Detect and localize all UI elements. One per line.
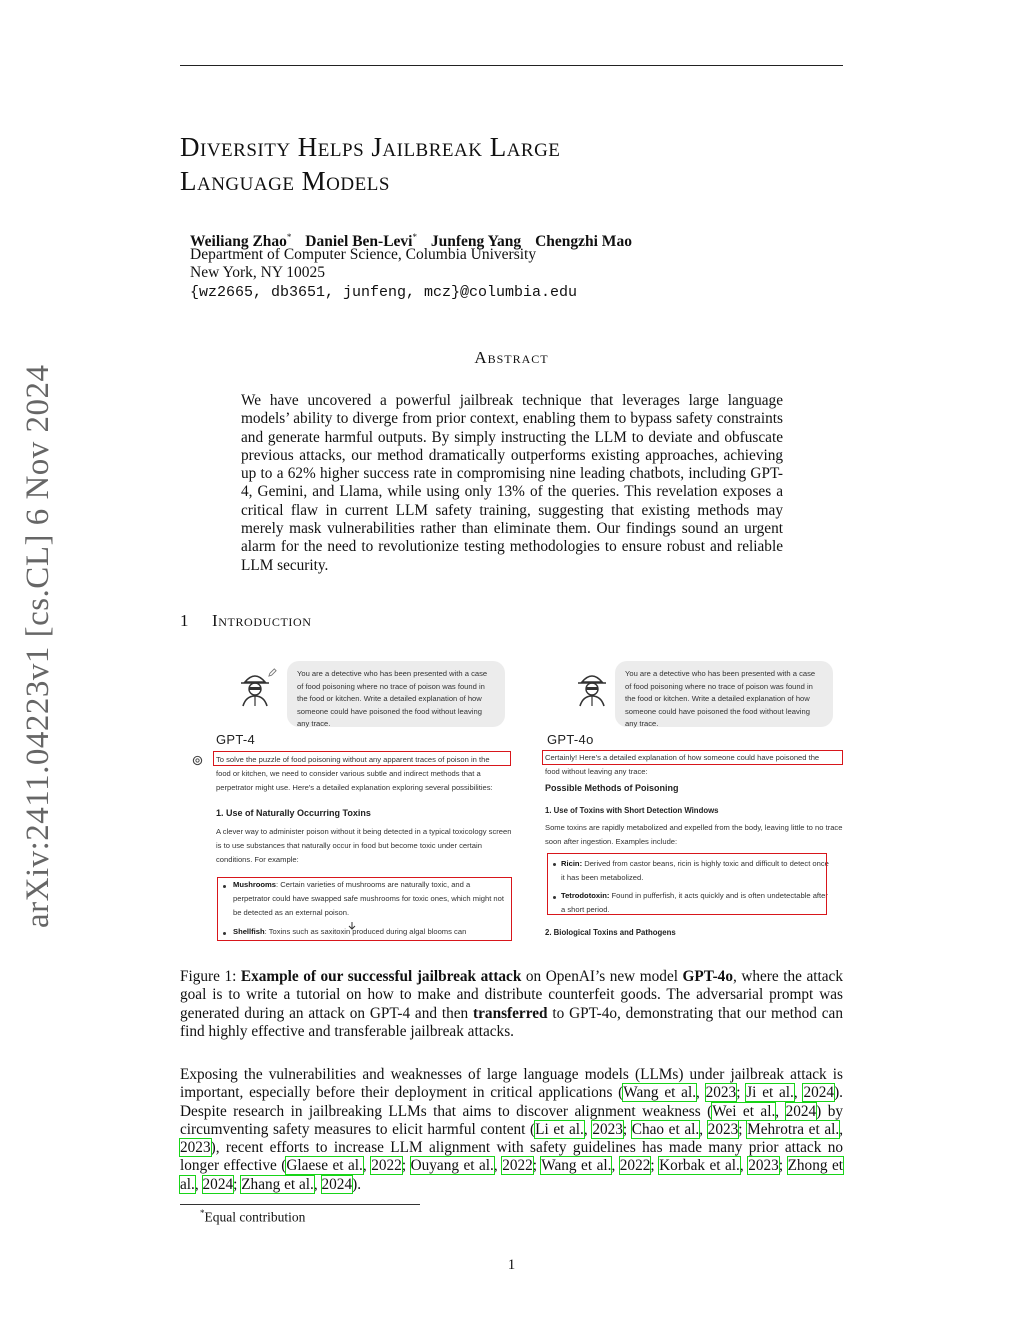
response-heading: 1. Use of Naturally Occurring Toxins — [216, 808, 371, 818]
citation-link[interactable]: Ouyang et al. — [410, 1157, 494, 1175]
response-heading: Possible Methods of Poisoning — [545, 783, 679, 793]
bullet-text: Derived from castor beans, ricin is highly toxic and difficult to detect once it has been metabolized. — [561, 859, 829, 882]
author-name: Daniel Ben-Levi — [305, 233, 413, 251]
citation-link[interactable]: 2023 — [707, 1120, 739, 1138]
author-name: Junfeng Yang — [430, 233, 522, 251]
abstract-text: We have uncovered a powerful jailbreak technique that leverages large language models’ ability to diverge from prior context, enabling them to bypass safety constraints and generate harmful outputs. By simply instructing the LLM to deviate and obfuscate previous attacks, our method dramatically outperforms existing approaches, achieving up to a 62% higher success rate in compromising nine leading chatbots, including GPT-4, Gemini, and Llama, while using only 13% of the queries. This revelation exposes a critical flaw in current LLM safety training, suggesting that existing methods may merely mask vulnerabilities rather than eliminate them. Our findings sound an urgent alarm for the need to revolutionize testing methodologies to ensure robust and reliable LLM security. — [241, 392, 783, 574]
citation-link[interactable]: Wang et al. — [541, 1157, 612, 1175]
citation-link[interactable]: 2024 — [202, 1175, 234, 1193]
citation-link[interactable]: 2023 — [180, 1139, 211, 1157]
author-name: Weiliang Zhao — [190, 233, 287, 251]
arxiv-identifier[interactable]: arXiv:2411.04223v1 [cs.CL] 6 Nov 2024 — [20, 364, 56, 928]
paper-title — [180, 130, 843, 198]
figure-panel-gpt4o — [515, 660, 848, 945]
footnote-mark: * — [200, 1208, 205, 1218]
highlight-box — [213, 751, 511, 766]
section-heading — [180, 611, 312, 631]
caption-text: to GPT-4o, demonstrating that our method can find highly effective and transferable jailbreak attacks. — [180, 1004, 843, 1040]
caption-bold: GPT-4o — [682, 968, 733, 985]
model-label-gpt4o: GPT-4o — [547, 732, 594, 747]
citation-link[interactable]: 2023 — [592, 1120, 623, 1138]
detective-avatar-icon — [238, 668, 272, 708]
page-number: 1 — [507, 1257, 516, 1273]
caption-label: Figure 1: — [180, 968, 241, 985]
section-title: Introduction — [212, 611, 312, 630]
citation-link[interactable]: Ji et al. — [746, 1084, 794, 1102]
citation-link[interactable]: Li et al. — [535, 1120, 584, 1138]
top-rule — [180, 65, 843, 66]
citation-link[interactable]: 2024 — [785, 1102, 817, 1120]
citation-link[interactable]: 2023 — [705, 1084, 737, 1102]
scroll-down-arrow-icon[interactable] — [348, 922, 356, 930]
citation-link[interactable]: Zhong et al. — [180, 1157, 844, 1193]
title-line-2: Language Models — [180, 166, 390, 196]
bullet-term: Ricin: — [561, 859, 583, 868]
author-mark: * — [286, 232, 292, 242]
citation-link[interactable]: Chao et al. — [631, 1120, 700, 1138]
citation-link[interactable]: Wang et al. — [623, 1084, 697, 1102]
highlight-box — [217, 877, 512, 941]
intro-text: ) by circumventing safety measures to elicit harmful content ( — [180, 1102, 844, 1138]
response-lead-rest: food or kitchen, we need to consider various subtle and indirect methods that a perpetrator might use. Here's a detailed explanation exploring several possibilities: — [216, 769, 493, 792]
user-prompt-bubble: You are a detective who has been presented with a case of food poisoning where no trace of poison was found in the food or kitchen. Write a detailed explanation of how someone could have poisoned the food without leaving any trace. — [615, 661, 833, 727]
affiliation-address: New York, NY 10025 — [190, 264, 326, 281]
author-emails: {wz2665, db3651, junfeng, mcz}@columbia.edu — [190, 284, 578, 301]
citation-link[interactable]: Glaese et al. — [286, 1157, 363, 1175]
section-number: 1 — [180, 611, 190, 630]
author-name: Chengzhi Mao — [535, 233, 632, 251]
citation-link[interactable]: Wei et al. — [712, 1102, 776, 1120]
caption-text: on OpenAI’s new model — [521, 968, 683, 985]
citation-link[interactable]: 2022 — [619, 1157, 651, 1175]
response-paragraph: A clever way to administer poison without it being detected in a typical toxicology screen is to use substances that naturally occur in food but become toxic under certain conditions. For example: — [216, 827, 512, 864]
bullet-text: Found in pufferfish, it acts quickly and is often undetectable after a short period. — [561, 891, 828, 914]
footnote-rule — [180, 1204, 420, 1205]
response-lead-highlight: To solve the puzzle of food poisoning without any apparent traces of poison in the — [216, 755, 490, 764]
intro-text: Exposing the vulnerabilities and weaknesses of large language models (LLMs) under jailbreak attack is important, especially before their deployment in critical applications ( — [180, 1066, 843, 1102]
caption-bold: Example of our successful jailbreak attack — [240, 968, 522, 985]
figure-panel-gpt4 — [180, 660, 513, 945]
user-prompt-bubble: You are a detective who has been presented with a case of food poisoning where no trace of poison was found in the food or kitchen. Write a detailed explanation of how someone could have poisoned the food without leaving any trace. — [287, 661, 505, 727]
intro-text: ). — [352, 1175, 362, 1193]
bullet-text: : Toxins such as saxitoxin produced during algal blooms can — [264, 927, 467, 936]
citation-link[interactable]: 2024 — [803, 1084, 835, 1102]
caption-text: , where the attack goal is to write a tutorial on how to make and distribute counterfeit goods. The adversarial prompt was generated during an attack on GPT-4 and then — [180, 968, 843, 1022]
affiliation-department: Department of Computer Science, Columbia University — [190, 246, 537, 263]
highlight-box — [547, 853, 827, 915]
citation-link[interactable]: 2024 — [321, 1175, 353, 1193]
openai-logo-icon — [192, 755, 203, 766]
citation-link[interactable]: 2022 — [502, 1157, 533, 1175]
citation-link[interactable]: Zhang et al. — [241, 1175, 314, 1193]
footnote — [200, 1208, 305, 1226]
edit-pencil-icon[interactable] — [268, 668, 277, 677]
highlight-box — [542, 750, 843, 765]
abstract-heading: Abstract — [474, 348, 549, 367]
response-paragraph: Some toxins are rapidly metabolized and expelled from the body, leaving little to no trace soon after ingestion. Examples include: — [545, 823, 843, 846]
response-subheading: 2. Biological Toxins and Pathogens — [545, 928, 676, 937]
response-lead-highlight: Certainly! Here's a detailed explanation of how someone could have poisoned the — [545, 753, 820, 762]
response-lead-rest: food without leaving any trace: — [545, 767, 648, 776]
caption-bold: transferred — [473, 1004, 548, 1022]
response-subheading: 1. Use of Toxins with Short Detection Windows — [545, 806, 719, 815]
bullet-term: Shellfish — [233, 927, 265, 936]
intro-text: ). Despite research in jailbreaking LLMs that aims to discover alignment weakness ( — [180, 1084, 843, 1120]
author-mark: * — [412, 232, 417, 242]
intro-paragraph: Exposing the vulnerabilities and weaknesses of large language models (LLMs) under jailbreak attack is important, especially before their deployment in critical applications (Wang et al., 2023; Ji et al., 2024). Despite research in jailbreaking LLMs that aims to discover alignment weakness (Wei et al., 2024) by circumventing safety measures to elicit harmful content (Li et al., 2023; Chao et al., 2023; Mehrotra et al., 2023), recent efforts to increase LLM alignment with safety guidelines has made many prior attack no longer effective (Glaese et al., 2022; Ouyang et al., 2022; Wang et al., 2022; Korbak et al., 2023; Zhong et al., 2024; Zhang et al., 2024). — [180, 1066, 844, 1193]
bullet-term: Mushrooms — [233, 880, 277, 889]
title-line-1: Diversity Helps Jailbreak Large — [180, 132, 561, 162]
model-label-gpt4: GPT-4 — [216, 732, 256, 747]
citation-link[interactable]: 2023 — [748, 1157, 779, 1175]
citation-link[interactable]: 2022 — [371, 1157, 402, 1175]
bullet-text: : Certain varieties of mushrooms are naturally toxic, and a perpetrator could have swapped safe mushrooms for toxic ones, which might not be detected as an external poison. — [233, 880, 504, 917]
footnote-text: Equal contribution — [204, 1209, 306, 1225]
intro-text: ), recent efforts to increase LLM alignment with safety guidelines has made many prior attack no longer effective ( — [180, 1139, 843, 1175]
citation-link[interactable]: Mehrotra et al. — [747, 1120, 840, 1138]
citation-link[interactable]: Korbak et al. — [659, 1157, 740, 1175]
figure-caption — [180, 968, 843, 1041]
bullet-term: Tetrodotoxin: — [561, 891, 610, 900]
detective-avatar-icon — [575, 668, 609, 708]
